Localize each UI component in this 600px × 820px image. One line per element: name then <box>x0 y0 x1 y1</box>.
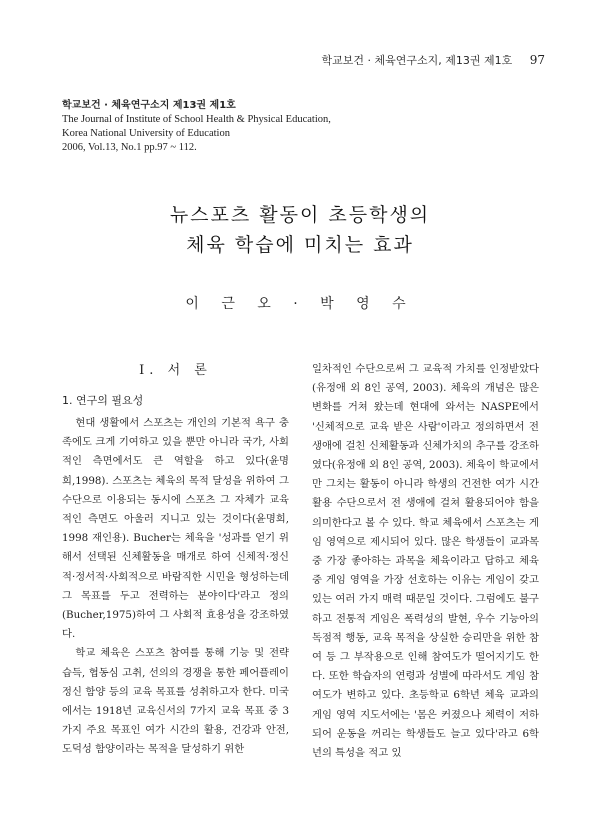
journal-institution: Korea National University of Education <box>62 128 230 139</box>
paper-title <box>0 200 600 260</box>
running-head <box>321 52 545 68</box>
section-heading: Ⅰ. 서 론 <box>139 363 212 378</box>
right-column <box>312 360 539 763</box>
paper-title-line-1: 뉴스포츠 활동이 초등학생의 <box>169 204 431 226</box>
authors: 이 근 오 · 박 영 수 <box>185 296 415 312</box>
journal-title-english: The Journal of Institute of School Health & Physical Education, <box>62 114 331 125</box>
body-paragraph: 일차적인 수단으로써 그 교육적 가치를 인정받았다(유정애 외 8인 공역, 2003). 체육의 개념은 많은 변화를 거쳐 왔는데 현대에 와서는 NASPE에서 '신체적으로 교육 받은 사람'이라고 정의하면서 전 생애에 걸친 신체활동과 신체가치의 추구를 강조하였다(유정애 외 8인 공역, 2003). 체육이 학교에서만 그치는 활동이 아니라 학생의 건전한 여가 시간 활용 수단으로서 전 생애에 걸쳐 활용되어야 함을 의미한다고 볼 수 있다. 학교 체육에서 스포츠는 게임 영역으로 제시되어 있다. 많은 학생들이 교과목 중 가장 좋아하는 과목을 체육이라고 답하고 체육 중 게임 영역을 가장 선호하는 이유는 게임이 갖고 있는 여러 가지 매력 때문일 것이다. 그럼에도 불구하고 전통적 게임은 폭력성의 발현, 우수 기능아의 독점적 행동, 교육 목적을 상실한 승리만을 위한 참여 등 그 부작용으로 인해 참여도가 떨어지기도 한다. 또한 학습자의 연령과 성별에 따라서도 게임 참여도가 변하고 있다. 초등학교 6학년 체육 교과의 게임 영역 지도서에는 '몸은 커졌으나 체력이 저하되어 운동을 꺼리는 학생들도 늘고 있다'라고 6학년의 특성을 적고 있 <box>312 363 539 760</box>
journal-title-korean: 학교보건 · 체육연구소지 제13권 제1호 <box>62 100 236 111</box>
body-paragraph: 현대 생활에서 스포츠는 개인의 기본적 욕구 충족에도 크게 기여하고 있을 뿐만 아니라 국가, 사회적인 측면에서도 큰 역할을 하고 있다(윤명희,1998). 스포츠는 체육의 목적 달성을 위하여 그 수단으로 이용되는 동시에 스포츠 그 자체가 교육적인 측면도 아울러 지니고 있는 것이다(윤명희, 1998 재인용). Bucher는 체육을 '성과를 얻기 위해서 선택된 신체활동을 매개로 하여 신체적·정신적·정서적·사회적으로 바람직한 시민을 형성하는데 그 목표를 두고 전력하는 분야이다'라고 정의 (Bucher,1975)하여 그 사회적 효용성을 강조하였다. <box>62 417 289 641</box>
page-number: 97 <box>529 53 545 67</box>
journal-info <box>62 99 331 155</box>
body-paragraph: 학교 체육은 스포츠 참여를 통해 기능 및 전략 습득, 협동심 고취, 선의의 경쟁을 통한 페어플레이 정신 함양 등의 교육 목표를 성취하고자 한다. 미국에서는 1918년 교육신서의 7가지 교육 목표 중 3가지 주요 목표인 여가 시간의 활용, 건강과 안전, 도덕성 함양이라는 목적을 달성하기 위한 <box>62 647 289 756</box>
paper-title-line-2: 체육 학습에 미치는 효과 <box>186 234 414 256</box>
journal-citation: 2006, Vol.13, No.1 pp.97 ~ 112. <box>62 142 197 153</box>
left-column <box>62 360 289 760</box>
running-head-text: 학교보건 · 체육연구소지, 제13권 제1호 <box>321 54 513 67</box>
subsection-heading: 1. 연구의 필요성 <box>62 394 144 407</box>
